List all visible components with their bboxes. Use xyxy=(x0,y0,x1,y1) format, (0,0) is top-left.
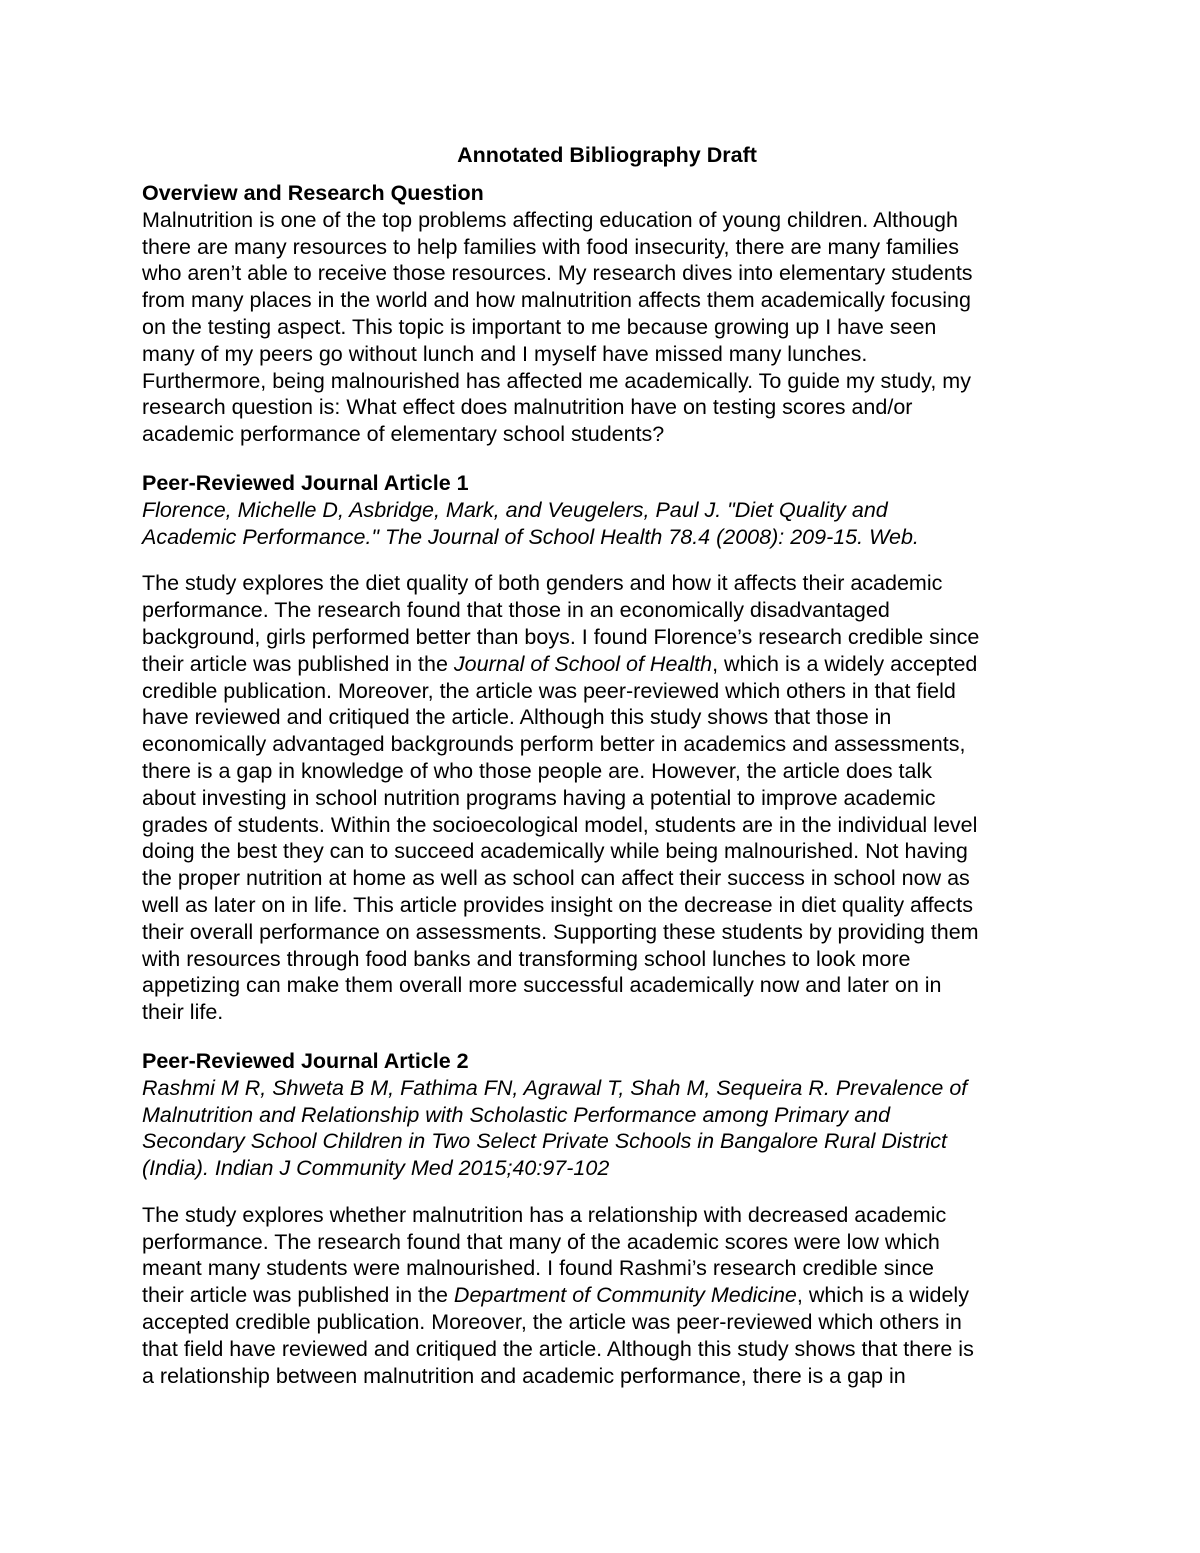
text-line: Malnutrition is one of the top problems affecting education of young children. Although xyxy=(142,207,958,232)
text-segment: , which is a widely xyxy=(796,1283,969,1308)
text-line: performance. The research found that those in an economically disadvantaged xyxy=(142,598,890,623)
text-line: grades of students. Within the socioecological model, students are in the individual level xyxy=(142,812,978,837)
text-line: credible publication. Moreover, the article was peer-reviewed which others in that field xyxy=(142,678,956,703)
text-line: have reviewed and critiqued the article. Although this study shows that those in xyxy=(142,705,892,730)
text-line: who aren’t able to receive those resources. My research dives into elementary students xyxy=(142,261,973,286)
journal-name: Department of Community Medicine xyxy=(453,1283,797,1308)
text-line: about investing in school nutrition programs having a potential to improve academic xyxy=(142,785,936,810)
text-line: that field have reviewed and critiqued the article. Although this study shows that there is xyxy=(142,1336,974,1361)
text-line: a relationship between malnutrition and academic performance, there is a gap in xyxy=(142,1363,906,1388)
text-line: their overall performance on assessments. Supporting these students by providing them xyxy=(142,919,979,944)
text-line: background, girls performed better than boys. I found Florence’s research credible since xyxy=(142,624,980,649)
citation-line: Florence, Michelle D, Asbridge, Mark, and Veugelers, Paul J. "Diet Quality and xyxy=(142,497,888,522)
article-2-heading: Peer-Reviewed Journal Article 2 xyxy=(142,1048,469,1073)
text-segment: , which is a widely accepted xyxy=(712,651,978,676)
citation-line: Malnutrition and Relationship with Scholastic Performance among Primary and xyxy=(142,1102,891,1127)
article-1-heading: Peer-Reviewed Journal Article 1 xyxy=(142,470,469,495)
journal-name: Journal of School of Health xyxy=(453,651,713,676)
text-line: The study explores whether malnutrition has a relationship with decreased academic xyxy=(142,1202,947,1227)
text-line xyxy=(142,651,1072,678)
text-line: meant many students were malnourished. I found Rashmi’s research credible since xyxy=(142,1256,934,1281)
text-line: from many places in the world and how malnutrition affects them academically focusing xyxy=(142,288,971,313)
text-line: economically advantaged backgrounds perform better in academics and assessments, xyxy=(142,732,966,757)
text-line: many of my peers go without lunch and I myself have missed many lunches. xyxy=(142,341,868,366)
text-line: doing the best they can to succeed academically while being malnourished. Not having xyxy=(142,839,968,864)
text-line: research question is: What effect does malnutrition have on testing scores and/or xyxy=(142,395,913,420)
article-2-annotation xyxy=(142,1202,1072,1390)
citation-line: Academic Performance." The Journal of School Health 78.4 (2008): 209-15. Web. xyxy=(142,524,919,549)
text-line: performance. The research found that many of the academic scores were low which xyxy=(142,1229,940,1254)
text-line xyxy=(142,1282,1072,1309)
citation-line: Secondary School Children in Two Select Private Schools in Bangalore Rural District xyxy=(142,1129,948,1154)
article-1-section xyxy=(142,470,1072,1026)
article-1-annotation xyxy=(142,570,1072,1026)
text-line: Furthermore, being malnourished has affected me academically. To guide my study, my xyxy=(142,368,971,393)
document-page xyxy=(142,140,1072,1389)
text-line: the proper nutrition at home as well as school can affect their success in school now as xyxy=(142,866,970,891)
text-segment: their article was published in the xyxy=(142,1283,454,1308)
citation-line: (India). Indian J Community Med 2015;40:97-102 xyxy=(142,1156,610,1181)
text-line: academic performance of elementary school students? xyxy=(142,422,665,447)
article-1-citation xyxy=(142,497,1072,551)
citation-line: Rashmi M R, Shweta B M, Fathima FN, Agrawal T, Shah M, Sequeira R. Prevalence of xyxy=(142,1075,968,1100)
article-2-section xyxy=(142,1048,1072,1390)
text-line: The study explores the diet quality of both genders and how it affects their academic xyxy=(142,571,943,596)
overview-section xyxy=(142,180,1072,448)
text-line: appetizing can make them overall more successful academically now and later on in xyxy=(142,973,942,998)
document-title: Annotated Bibliography Draft xyxy=(457,143,757,167)
text-line: there is a gap in knowledge of who those people are. However, the article does talk xyxy=(142,758,933,783)
text-line: well as later on in life. This article provides insight on the decrease in diet quality affects xyxy=(142,892,973,917)
overview-paragraph xyxy=(142,207,1072,448)
text-line: there are many resources to help families with food insecurity, there are many families xyxy=(142,234,959,259)
text-line: with resources through food banks and transforming school lunches to look more xyxy=(142,946,911,971)
text-line: accepted credible publication. Moreover, the article was peer-reviewed which others in xyxy=(142,1310,962,1335)
text-line: on the testing aspect. This topic is important to me because growing up I have seen xyxy=(142,314,937,339)
overview-heading: Overview and Research Question xyxy=(142,181,484,205)
text-segment: their article was published in the xyxy=(142,651,454,676)
article-2-citation xyxy=(142,1075,1072,1182)
text-line: their life. xyxy=(142,1000,224,1025)
